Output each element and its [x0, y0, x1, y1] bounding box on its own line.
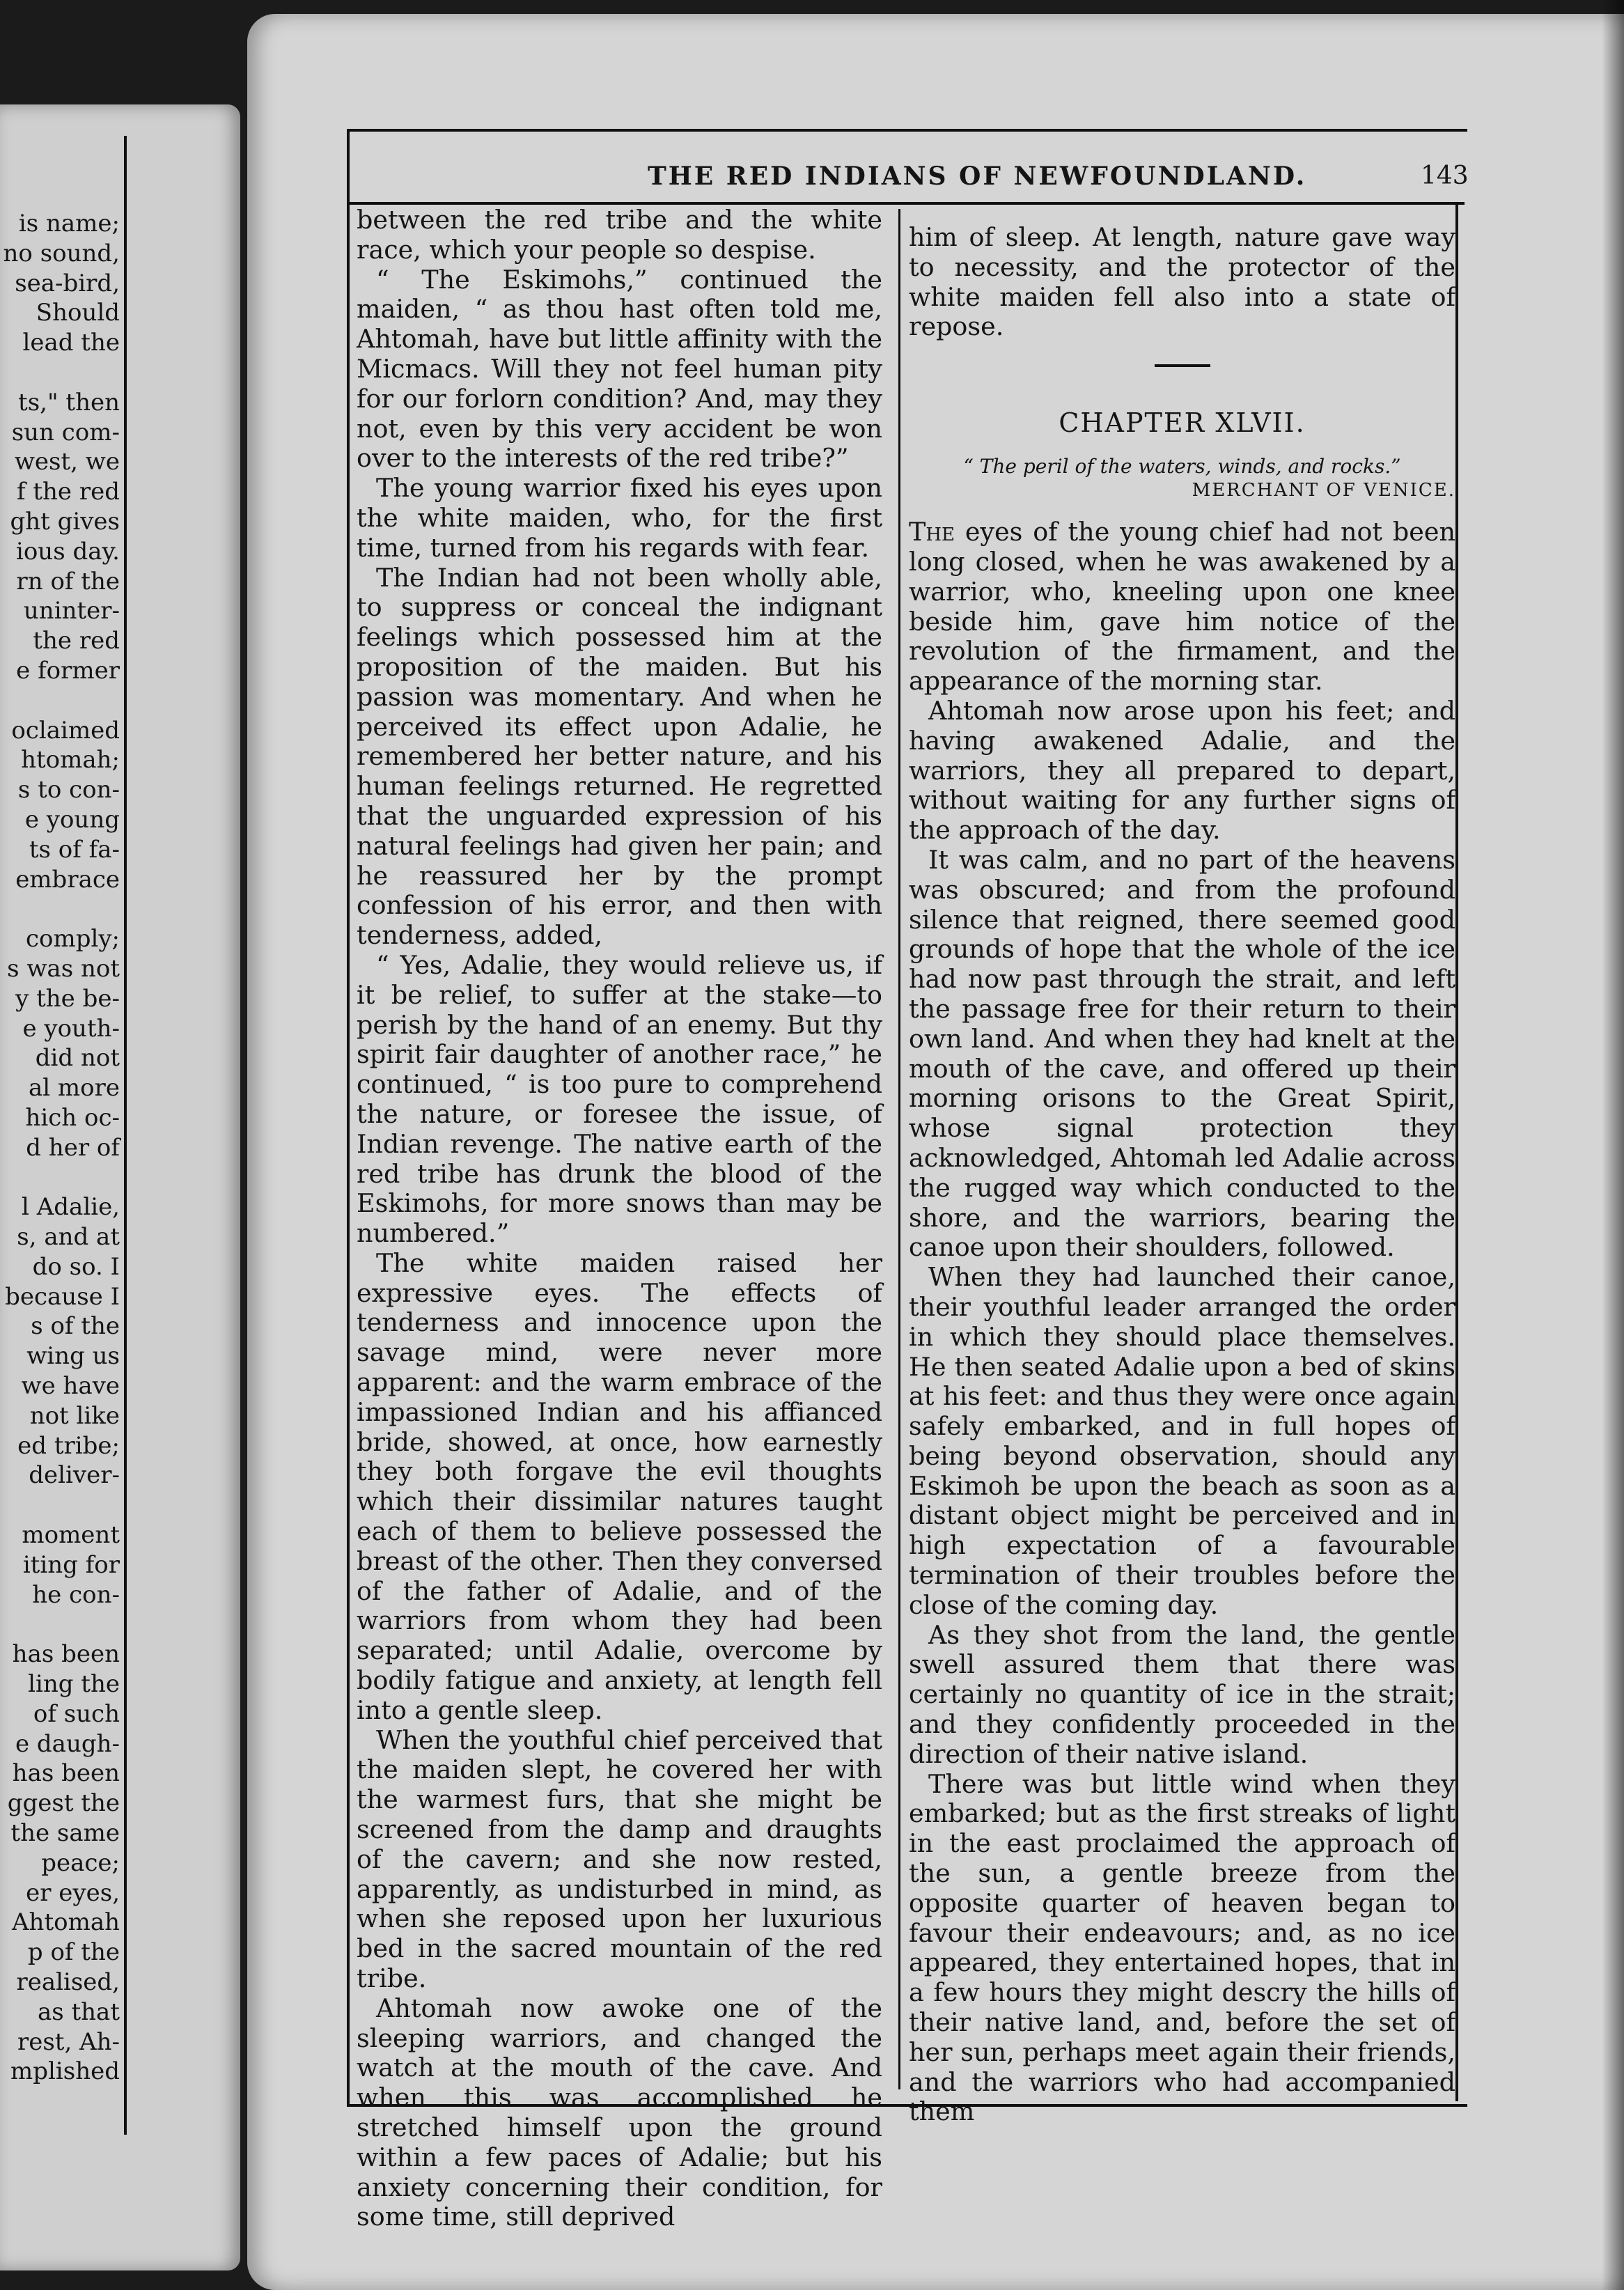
left-page-blank-line [0, 894, 120, 924]
left-page-line: deliver- [29, 1461, 120, 1490]
left-page-line: ts of fa- [29, 835, 120, 864]
paragraph: him of sleep. At length, nature gave way to necessity, and the protector of the white maiden fell also into a state of repose. [909, 222, 1455, 342]
paragraph: The white maiden raised her expressive eyes. The effects of tenderness and innocence upon the savage mind, were never more apparent: and the warm embrace of the impassioned Indian and his affianced bride, showed, at once, how earnestly they both forgave the evil thoughts which their dissimilar natures taught each of them to believe possessed the breast of the other. Then they conversed of the father of Adalie, and of the warriors from whom they had been separated; until Adalie, overcome by bodily fatigue and anxiety, at length fell into a gentle sleep. [357, 1247, 882, 1725]
left-page-line: sea-bird, [15, 269, 120, 297]
page-edge-shadow [1602, 0, 1624, 2290]
left-page-blank-line [0, 358, 120, 388]
chapter-heading: CHAPTER XLVII. [1059, 407, 1306, 439]
left-page-line: Should [36, 299, 120, 327]
left-page-line: moment [22, 1521, 120, 1550]
paragraph: between the red tribe and the white race, which your people so despise. [357, 205, 882, 265]
left-page-line: uninter- [23, 597, 120, 625]
left-page-line: peace; [41, 1848, 120, 1877]
left-page-line: s, and at [17, 1223, 120, 1252]
left-page-line: ght gives [10, 507, 120, 536]
left-page-line: ggest the [7, 1789, 120, 1818]
left-page-line: rn of the [16, 567, 120, 595]
left-page-line: not like [29, 1401, 120, 1430]
left-page-line: f the red [16, 478, 120, 506]
chapter-opening-paragraph [909, 517, 1455, 696]
left-page-line: ious day. [15, 537, 120, 566]
left-page-line: we have [21, 1372, 120, 1401]
left-page-blank-line [0, 686, 120, 716]
left-page-line: e young [24, 805, 120, 834]
paragraph: When they had launched their canoe, their youthful leader arranged the order in which they should place themselves. He then seated Adalie upon a bed of skins at his feet: and thus they were once again safely embarked, and in full hopes of being beyond observation, should any Eskimoh be upon the beach as soon as a distant object might be perceived and in high expectation of a favourable termination of their troubles before the close of the coming day. [909, 1262, 1455, 1620]
left-page-line: ts," then [18, 388, 120, 416]
chapter-epigraph: “ The peril of the waters, winds, and rocks.” [963, 455, 1401, 478]
paragraph: The Indian had not been wholly able, to suppress or conceal the indignant feelings which possessed him at the proposition of the maiden. But his passion was momentary. And when he perceived its effect upon Adalie, he remembered her better nature, and his human feelings returned. He regretted that the unguarded expression of his natural feelings had given her pain; and he reassured her by the prompt confession of his error, and then with tenderness, added, [357, 562, 882, 951]
left-page-line: he con- [32, 1580, 120, 1609]
left-page-line: p of the [27, 1938, 120, 1967]
left-page-line: al more [28, 1074, 120, 1103]
left-page-line: htomah; [21, 746, 120, 774]
left-page-line: no sound, [3, 239, 120, 267]
drop-word: The [909, 517, 955, 547]
left-page-line: of such [33, 1699, 120, 1728]
left-page-line: did not [35, 1044, 120, 1073]
left-page-line: wing us [26, 1342, 120, 1371]
left-page-blank-line [0, 1610, 120, 1639]
left-page-line: the red [33, 627, 120, 655]
left-page-line: rest, Ah- [17, 2027, 120, 2056]
left-page-line: Ahtomah [12, 1908, 120, 1937]
opening-text: eyes of the young chief had not been long closed, when he was awakened by a warrior, who, kneeling upon one knee beside him, gave him notice of the revolution of the firmament, and the appearance of the morning star. [909, 517, 1455, 696]
left-page-line: west, we [14, 448, 120, 476]
left-page-line: s of the [31, 1312, 120, 1341]
left-page-line: y the be- [15, 984, 120, 1013]
left-page-column-rule [124, 136, 127, 2135]
left-page-line: l Adalie, [22, 1193, 120, 1222]
left-page-line: e daugh- [15, 1729, 120, 1758]
paragraph: When the youthful chief perceived that the maiden slept, he covered her with the warmest furs, that she might be screened from the damp and draughts of the cavern; and she now rested, apparently, as undisturbed in mind, as when she reposed upon her luxurious bed in the sacred mountain of the red tribe. [357, 1724, 882, 1994]
left-page-line: as that [37, 1997, 120, 2026]
left-page-line: the same [10, 1819, 120, 1848]
paragraph: “ The Eskimohs,” continued the maiden, “ as thou hast often told me, Ahtomah, have but little affinity with the Micmacs. Will they not feel human pity for our forlorn condition? And, may they not, even by this very accident be won over to the interests of the red tribe?” [357, 264, 882, 474]
paragraph: “ Yes, Adalie, they would relieve us, if it be relief, to suffer at the stake—to perish by the hand of an enemy. But thy spirit fair daughter of another race,” he continued, “ is too pure to comprehend the nature, or foresee the issue, of Indian revenge. The native earth of the red tribe has drunk the blood of the Eskimohs, for more snows than may be numbered.” [357, 949, 882, 1249]
page-number: 143 [1421, 162, 1469, 190]
paragraph: Ahtomah now awoke one of the sleeping warriors, and changed the watch at the mouth of the cave. And when this was accomplished he stretched himself upon the ground within a few paces of Adalie; but his anxiety concerning their condition, for some time, still deprived [357, 1993, 882, 2232]
left-page-line: oclaimed [11, 716, 120, 745]
left-page-line: ed tribe; [17, 1431, 120, 1460]
left-page-line: s was not [7, 954, 120, 983]
left-page-line: do so. I [32, 1252, 120, 1281]
left-page-line: lead the [22, 329, 120, 357]
left-page-line: comply; [25, 925, 120, 953]
left-page-line: d her of [26, 1133, 120, 1162]
left-page-line: e youth- [22, 1014, 120, 1043]
section-divider [1155, 364, 1210, 367]
left-page-line: hich oc- [25, 1103, 120, 1132]
left-page-line: mplished [10, 2057, 120, 2086]
running-header-title: THE RED INDIANS OF NEWFOUNDLAND. [648, 162, 1307, 191]
paragraph: As they shot from the land, the gentle swell assured them that there was certainly no quantity of ice in the strait; and they confidently proceeded in the direction of their native island. [909, 1619, 1455, 1769]
paragraph: Ahtomah now arose upon his feet; and having awakened Adalie, and the warriors, they all prepared to depart, without waiting for any further signs of the approach of the day. [909, 695, 1455, 846]
left-page-line: embrace [15, 865, 120, 894]
left-page-line: iting for [22, 1550, 120, 1579]
left-page-line: e former [16, 656, 120, 685]
left-page-line: has been [12, 1759, 120, 1788]
left-page-line: ling the [28, 1670, 120, 1699]
left-page-line: er eyes, [26, 1878, 120, 1907]
left-page-line: s to con- [17, 776, 120, 804]
page-frame-right-rule [1455, 202, 1458, 2101]
column-left [357, 205, 882, 2232]
left-page-line: has been [12, 1640, 120, 1669]
left-page-blank-line [0, 1490, 120, 1520]
epigraph-source: MERCHANT OF VENICE. [1192, 480, 1455, 501]
paragraph: The young warrior fixed his eyes upon the white maiden, who, for the first time, turned from his regards with fear. [357, 473, 882, 563]
left-page-blank-line [0, 1163, 120, 1193]
column-right [909, 223, 1455, 2127]
left-page-line: because I [5, 1282, 120, 1311]
paragraph: There was but little wind when they embarked; but as the first streaks of light in the east proclaimed the approach of the sun, a gentle breeze from the opposite quarter of heaven began to favour their endeavours; and, as no ice appeared, they entertained hopes, that in a few hours they might descry the hills of their native land, and, before the set of her sun, perhaps meet again their friends, and the warriors who had accompanied them [909, 1768, 1455, 2127]
left-page-line: is name; [18, 210, 120, 237]
left-page-line: sun com- [11, 418, 120, 446]
column-rule [898, 209, 900, 2089]
left-page-text [0, 209, 120, 2087]
left-page-line: realised, [16, 1968, 120, 1997]
paragraph: It was calm, and no part of the heavens was obscured; and from the profound silence that reigned, there seemed good grounds of hope that the whole of the ice had now past through the strait, and left the passage free for their return to their own land. And when they had knelt at the mouth of the cave, and offered up their morning orisons to the Great Spirit, whose signal protection they acknowledged, Ahtomah led Adalie across the rugged way which conducted to the shore, and the warriors, bearing the canoe upon their shoulders, followed. [909, 844, 1455, 1263]
left-page [0, 104, 240, 2270]
